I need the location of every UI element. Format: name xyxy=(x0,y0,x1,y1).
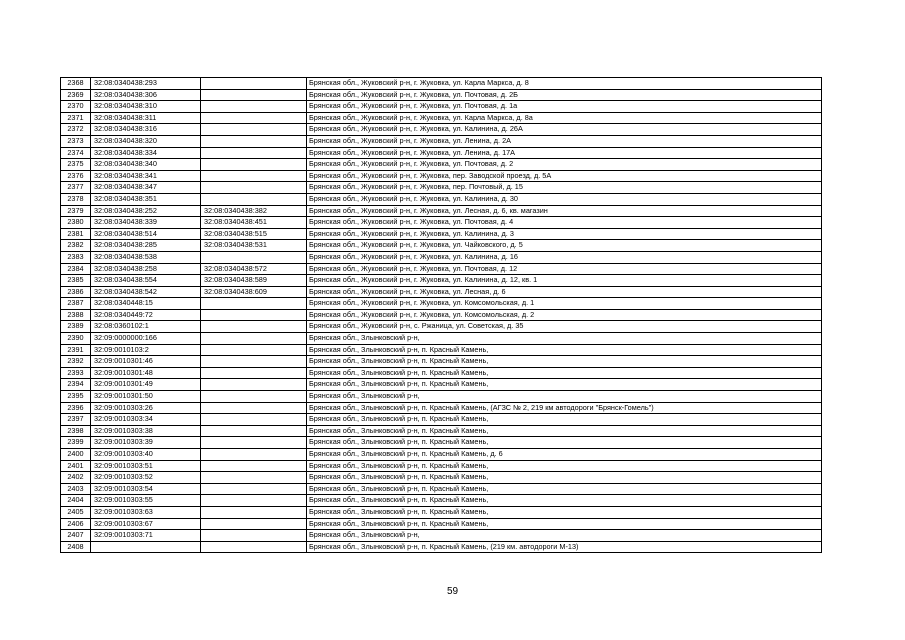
table-row xyxy=(61,391,822,403)
address-cell: Брянская обл., Жуковский р-н, г. Жуковка, ул. Калинина, д. 26А xyxy=(307,124,822,136)
address-cell: Брянская обл., Жуковский р-н, г. Жуковка, ул. Калинина, д. 12, кв. 1 xyxy=(307,275,822,287)
cadastral-number-cell: 32:08:0340438:311 xyxy=(91,112,201,124)
table-row xyxy=(61,263,822,275)
table-row xyxy=(61,170,822,182)
table-row xyxy=(61,275,822,287)
row-number-cell: 2408 xyxy=(61,541,91,553)
address-cell: Брянская обл., Жуковский р-н, г. Жуковка, ул. Почтовая, д. 2Б xyxy=(307,89,822,101)
address-cell: Брянская обл., Злынковский р-н, xyxy=(307,333,822,345)
table-row xyxy=(61,506,822,518)
row-number-cell: 2381 xyxy=(61,228,91,240)
cadastral-number-cell: 32:08:0360102:1 xyxy=(91,321,201,333)
related-cadastral-number-cell xyxy=(201,414,307,426)
table-row xyxy=(61,112,822,124)
address-cell: Брянская обл., Злынковский р-н, xyxy=(307,391,822,403)
row-number-cell: 2401 xyxy=(61,460,91,472)
row-number-cell: 2397 xyxy=(61,414,91,426)
related-cadastral-number-cell xyxy=(201,309,307,321)
cadastral-number-cell: 32:08:0340438:316 xyxy=(91,124,201,136)
address-cell: Брянская обл., Злынковский р-н, п. Красный Камень, xyxy=(307,460,822,472)
table-row xyxy=(61,193,822,205)
table-row xyxy=(61,541,822,553)
row-number-cell: 2400 xyxy=(61,449,91,461)
address-cell: Брянская обл., Злынковский р-н, п. Красный Камень, xyxy=(307,495,822,507)
address-cell: Брянская обл., Злынковский р-н, п. Красный Камень, xyxy=(307,356,822,368)
address-cell: Брянская обл., Жуковский р-н, г. Жуковка, ул. Комсомольская, д. 2 xyxy=(307,309,822,321)
cadastral-number-cell: 32:08:0340438:341 xyxy=(91,170,201,182)
row-number-cell: 2388 xyxy=(61,309,91,321)
row-number-cell: 2379 xyxy=(61,205,91,217)
row-number-cell: 2389 xyxy=(61,321,91,333)
related-cadastral-number-cell xyxy=(201,356,307,368)
table-row xyxy=(61,472,822,484)
address-cell: Брянская обл., Жуковский р-н, г. Жуковка, ул. Ленина, д. 2А xyxy=(307,135,822,147)
cadastral-number-cell: 32:08:0340438:293 xyxy=(91,78,201,90)
table-body xyxy=(61,78,822,553)
cadastral-number-cell: 32:08:0340438:542 xyxy=(91,286,201,298)
row-number-cell: 2387 xyxy=(61,298,91,310)
cadastral-number-cell: 32:09:0010303:38 xyxy=(91,425,201,437)
related-cadastral-number-cell xyxy=(201,170,307,182)
table-row xyxy=(61,217,822,229)
row-number-cell: 2369 xyxy=(61,89,91,101)
address-cell: Брянская обл., Жуковский р-н, г. Жуковка, ул. Карла Маркса, д. 8 xyxy=(307,78,822,90)
cadastral-number-cell: 32:09:0010303:52 xyxy=(91,472,201,484)
related-cadastral-number-cell xyxy=(201,251,307,263)
related-cadastral-number-cell: 32:08:0340438:515 xyxy=(201,228,307,240)
row-number-cell: 2373 xyxy=(61,135,91,147)
table-row xyxy=(61,89,822,101)
cadastral-number-cell: 32:09:0010303:34 xyxy=(91,414,201,426)
address-cell: Брянская обл., Жуковский р-н, г. Жуковка, ул. Карла Маркса, д. 8а xyxy=(307,112,822,124)
row-number-cell: 2382 xyxy=(61,240,91,252)
address-cell: Брянская обл., Злынковский р-н, xyxy=(307,530,822,542)
row-number-cell: 2391 xyxy=(61,344,91,356)
table-row xyxy=(61,101,822,113)
address-cell: Брянская обл., Злынковский р-н, п. Красный Камень, xyxy=(307,506,822,518)
related-cadastral-number-cell xyxy=(201,402,307,414)
cadastral-number-cell: 32:09:0010303:39 xyxy=(91,437,201,449)
address-cell: Брянская обл., Жуковский р-н, г. Жуковка, ул. Комсомольская, д. 1 xyxy=(307,298,822,310)
related-cadastral-number-cell xyxy=(201,541,307,553)
address-cell: Брянская обл., Жуковский р-н, г. Жуковка, ул. Чайковского, д. 5 xyxy=(307,240,822,252)
address-cell: Брянская обл., Злынковский р-н, п. Красный Камень, (АГЗС № 2, 219 км автодороги "Брянск-Гомель") xyxy=(307,402,822,414)
table-row xyxy=(61,124,822,136)
row-number-cell: 2395 xyxy=(61,391,91,403)
document-table xyxy=(60,77,822,553)
address-cell: Брянская обл., Жуковский р-н, г. Жуковка, ул. Почтовая, д. 1а xyxy=(307,101,822,113)
related-cadastral-number-cell xyxy=(201,333,307,345)
cadastral-number-cell: 32:09:0010303:54 xyxy=(91,483,201,495)
table-row xyxy=(61,333,822,345)
related-cadastral-number-cell xyxy=(201,449,307,461)
table-row xyxy=(61,159,822,171)
row-number-cell: 2399 xyxy=(61,437,91,449)
cadastral-number-cell: 32:08:0340438:258 xyxy=(91,263,201,275)
related-cadastral-number-cell xyxy=(201,321,307,333)
related-cadastral-number-cell xyxy=(201,506,307,518)
table-row xyxy=(61,402,822,414)
table-row xyxy=(61,449,822,461)
cadastral-number-cell: 32:09:0010301:46 xyxy=(91,356,201,368)
row-number-cell: 2392 xyxy=(61,356,91,368)
address-cell: Брянская обл., Жуковский р-н, г. Жуковка, ул. Почтовая, д. 4 xyxy=(307,217,822,229)
table-row xyxy=(61,414,822,426)
cadastral-number-cell: 32:08:0340448:15 xyxy=(91,298,201,310)
table-row xyxy=(61,518,822,530)
address-cell: Брянская обл., Злынковский р-н, п. Красный Камень, (219 км. автодороги М-13) xyxy=(307,541,822,553)
table-row xyxy=(61,367,822,379)
related-cadastral-number-cell xyxy=(201,135,307,147)
table-row xyxy=(61,495,822,507)
related-cadastral-number-cell xyxy=(201,159,307,171)
table-row xyxy=(61,530,822,542)
address-cell: Брянская обл., Злынковский р-н, п. Красный Камень, xyxy=(307,367,822,379)
row-number-cell: 2372 xyxy=(61,124,91,136)
cadastral-number-cell: 32:09:0010103:2 xyxy=(91,344,201,356)
related-cadastral-number-cell xyxy=(201,530,307,542)
address-cell: Брянская обл., Злынковский р-н, п. Красный Камень, xyxy=(307,414,822,426)
row-number-cell: 2390 xyxy=(61,333,91,345)
table-row xyxy=(61,309,822,321)
related-cadastral-number-cell xyxy=(201,112,307,124)
address-cell: Брянская обл., Злынковский р-н, п. Красный Камень, xyxy=(307,425,822,437)
cadastral-number-cell: 32:09:0010303:71 xyxy=(91,530,201,542)
row-number-cell: 2405 xyxy=(61,506,91,518)
row-number-cell: 2394 xyxy=(61,379,91,391)
cadastral-number-cell: 32:09:0010301:49 xyxy=(91,379,201,391)
cadastral-number-cell: 32:08:0340438:320 xyxy=(91,135,201,147)
cadastral-number-cell: 32:08:0340438:351 xyxy=(91,193,201,205)
cadastral-number-cell: 32:08:0340438:334 xyxy=(91,147,201,159)
table-row xyxy=(61,344,822,356)
table-row xyxy=(61,298,822,310)
cadastral-number-cell: 32:08:0340438:347 xyxy=(91,182,201,194)
address-cell: Брянская обл., Злынковский р-н, п. Красный Камень, xyxy=(307,437,822,449)
row-number-cell: 2374 xyxy=(61,147,91,159)
related-cadastral-number-cell xyxy=(201,344,307,356)
row-number-cell: 2370 xyxy=(61,101,91,113)
table-row xyxy=(61,437,822,449)
cadastral-number-cell: 32:09:0010303:26 xyxy=(91,402,201,414)
related-cadastral-number-cell xyxy=(201,495,307,507)
address-cell: Брянская обл., Жуковский р-н, г. Жуковка, пер. Заводской проезд, д. 5А xyxy=(307,170,822,182)
address-cell: Брянская обл., Жуковский р-н, г. Жуковка, ул. Лесная, д. 6, кв. магазин xyxy=(307,205,822,217)
address-cell: Брянская обл., Жуковский р-н, г. Жуковка, ул. Почтовая, д. 12 xyxy=(307,263,822,275)
address-cell: Брянская обл., Злынковский р-н, п. Красный Камень, xyxy=(307,518,822,530)
related-cadastral-number-cell: 32:08:0340438:451 xyxy=(201,217,307,229)
row-number-cell: 2393 xyxy=(61,367,91,379)
row-number-cell: 2368 xyxy=(61,78,91,90)
address-cell: Брянская обл., Жуковский р-н, г. Жуковка, ул. Почтовая, д. 2 xyxy=(307,159,822,171)
row-number-cell: 2383 xyxy=(61,251,91,263)
related-cadastral-number-cell xyxy=(201,101,307,113)
address-cell: Брянская обл., Жуковский р-н, г. Жуковка, ул. Калинина, д. 30 xyxy=(307,193,822,205)
row-number-cell: 2406 xyxy=(61,518,91,530)
table-row xyxy=(61,460,822,472)
related-cadastral-number-cell: 32:08:0340438:609 xyxy=(201,286,307,298)
row-number-cell: 2375 xyxy=(61,159,91,171)
row-number-cell: 2385 xyxy=(61,275,91,287)
row-number-cell: 2398 xyxy=(61,425,91,437)
table-row xyxy=(61,356,822,368)
table-row xyxy=(61,205,822,217)
related-cadastral-number-cell: 32:08:0340438:382 xyxy=(201,205,307,217)
cadastral-number-cell: 32:09:0010303:55 xyxy=(91,495,201,507)
related-cadastral-number-cell xyxy=(201,483,307,495)
related-cadastral-number-cell: 32:08:0340438:531 xyxy=(201,240,307,252)
cadastral-number-cell: 32:08:0340438:514 xyxy=(91,228,201,240)
related-cadastral-number-cell xyxy=(201,391,307,403)
cadastral-number-cell: 32:09:0010303:40 xyxy=(91,449,201,461)
row-number-cell: 2376 xyxy=(61,170,91,182)
related-cadastral-number-cell xyxy=(201,472,307,484)
row-number-cell: 2384 xyxy=(61,263,91,275)
cadastral-number-cell: 32:08:0340438:252 xyxy=(91,205,201,217)
cadastral-number-cell: 32:08:0340438:340 xyxy=(91,159,201,171)
row-number-cell: 2380 xyxy=(61,217,91,229)
address-cell: Брянская обл., Злынковский р-н, п. Красный Камень, xyxy=(307,379,822,391)
related-cadastral-number-cell: 32:08:0340438:572 xyxy=(201,263,307,275)
related-cadastral-number-cell xyxy=(201,124,307,136)
related-cadastral-number-cell xyxy=(201,182,307,194)
table-row xyxy=(61,425,822,437)
row-number-cell: 2377 xyxy=(61,182,91,194)
address-cell: Брянская обл., Злынковский р-н, п. Красный Камень, д. 6 xyxy=(307,449,822,461)
table-row xyxy=(61,286,822,298)
cadastral-number-cell: 32:08:0340449:72 xyxy=(91,309,201,321)
table-row xyxy=(61,251,822,263)
page-number: 59 xyxy=(446,586,459,597)
address-cell: Брянская обл., Жуковский р-н, с. Ржаница, ул. Советская, д. 35 xyxy=(307,321,822,333)
address-cell: Брянская обл., Злынковский р-н, п. Красный Камень, xyxy=(307,472,822,484)
table-row xyxy=(61,78,822,90)
table-row xyxy=(61,147,822,159)
row-number-cell: 2386 xyxy=(61,286,91,298)
address-cell: Брянская обл., Жуковский р-н, г. Жуковка, пер. Почтовый, д. 15 xyxy=(307,182,822,194)
row-number-cell: 2403 xyxy=(61,483,91,495)
cadastral-number-cell: 32:09:0010303:51 xyxy=(91,460,201,472)
cadastral-number-cell: 32:08:0340438:285 xyxy=(91,240,201,252)
related-cadastral-number-cell xyxy=(201,147,307,159)
row-number-cell: 2371 xyxy=(61,112,91,124)
table-row xyxy=(61,240,822,252)
table-row xyxy=(61,379,822,391)
address-cell: Брянская обл., Жуковский р-н, г. Жуковка, ул. Лесная, д. 6 xyxy=(307,286,822,298)
address-cell: Брянская обл., Жуковский р-н, г. Жуковка, ул. Ленина, д. 17А xyxy=(307,147,822,159)
related-cadastral-number-cell xyxy=(201,367,307,379)
related-cadastral-number-cell xyxy=(201,78,307,90)
cadastral-number-cell: 32:09:0010301:50 xyxy=(91,391,201,403)
address-cell: Брянская обл., Злынковский р-н, п. Красный Камень, xyxy=(307,344,822,356)
row-number-cell: 2404 xyxy=(61,495,91,507)
related-cadastral-number-cell xyxy=(201,437,307,449)
address-cell: Брянская обл., Жуковский р-н, г. Жуковка, ул. Калинина, д. 16 xyxy=(307,251,822,263)
related-cadastral-number-cell xyxy=(201,460,307,472)
related-cadastral-number-cell xyxy=(201,193,307,205)
related-cadastral-number-cell xyxy=(201,379,307,391)
row-number-cell: 2407 xyxy=(61,530,91,542)
cadastral-number-cell: 32:08:0340438:339 xyxy=(91,217,201,229)
table-row xyxy=(61,182,822,194)
cadastral-number-cell: 32:08:0340438:306 xyxy=(91,89,201,101)
table-row xyxy=(61,321,822,333)
table-row xyxy=(61,228,822,240)
related-cadastral-number-cell: 32:08:0340438:589 xyxy=(201,275,307,287)
cadastral-number-cell: 32:08:0340438:310 xyxy=(91,101,201,113)
cadastral-number-cell: 32:08:0340438:538 xyxy=(91,251,201,263)
cadastral-number-cell: 32:09:0010303:67 xyxy=(91,518,201,530)
address-cell: Брянская обл., Жуковский р-н, г. Жуковка, ул. Калинина, д. 3 xyxy=(307,228,822,240)
row-number-cell: 2396 xyxy=(61,402,91,414)
related-cadastral-number-cell xyxy=(201,518,307,530)
table-row xyxy=(61,135,822,147)
cadastral-number-cell: 32:08:0340438:554 xyxy=(91,275,201,287)
related-cadastral-number-cell xyxy=(201,425,307,437)
row-number-cell: 2378 xyxy=(61,193,91,205)
row-number-cell: 2402 xyxy=(61,472,91,484)
related-cadastral-number-cell xyxy=(201,298,307,310)
related-cadastral-number-cell xyxy=(201,89,307,101)
cadastral-number-cell: 32:09:0010301:48 xyxy=(91,367,201,379)
cadastral-number-cell: 32:09:0010303:63 xyxy=(91,506,201,518)
cadastral-number-cell xyxy=(91,541,201,553)
address-cell: Брянская обл., Злынковский р-н, п. Красный Камень, xyxy=(307,483,822,495)
cadastral-number-cell: 32:09:0000000:166 xyxy=(91,333,201,345)
table-row xyxy=(61,483,822,495)
